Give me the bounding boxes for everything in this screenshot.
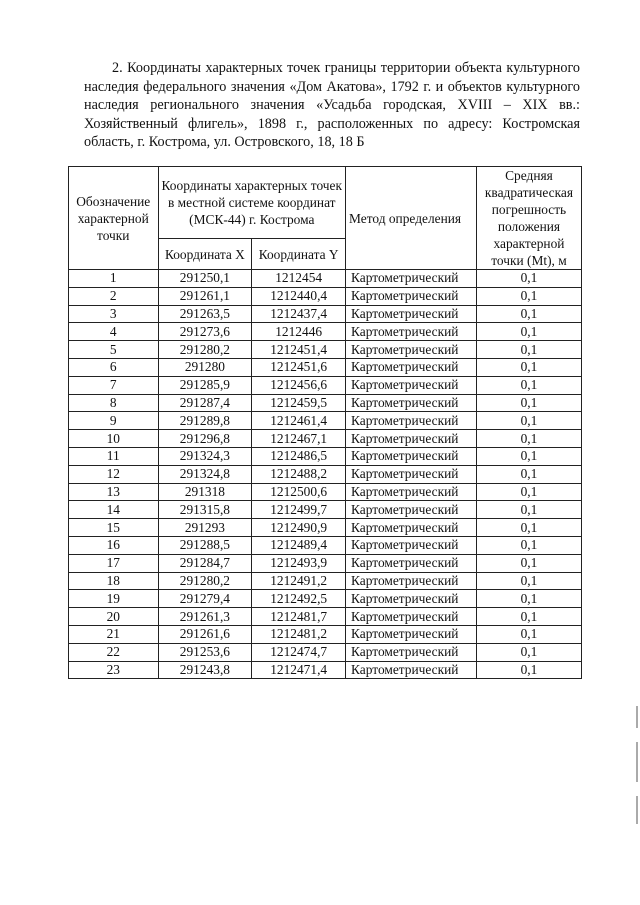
cell-error: 0,1	[476, 590, 581, 608]
table-row	[69, 430, 582, 448]
table-row	[69, 483, 582, 501]
cell-y: 1212500,6	[252, 483, 346, 501]
table-row	[69, 412, 582, 430]
cell-error: 0,1	[476, 394, 581, 412]
cell-point: 5	[69, 341, 159, 359]
cell-error: 0,1	[476, 376, 581, 394]
cell-method: Картометрический	[346, 519, 477, 537]
cell-method: Картометрический	[346, 483, 477, 501]
cell-point: 2	[69, 287, 159, 305]
cell-x: 291289,8	[158, 412, 252, 430]
cell-y: 1212471,4	[252, 661, 346, 679]
cell-method: Картометрический	[346, 376, 477, 394]
cell-point: 8	[69, 394, 159, 412]
table-row	[69, 465, 582, 483]
cell-y: 1212451,4	[252, 341, 346, 359]
cell-y: 1212499,7	[252, 501, 346, 519]
cell-x: 291263,5	[158, 305, 252, 323]
table-row	[69, 625, 582, 643]
table-row	[69, 305, 582, 323]
cell-y: 1212467,1	[252, 430, 346, 448]
cell-x: 291318	[158, 483, 252, 501]
table-row	[69, 608, 582, 626]
section-heading	[84, 59, 580, 152]
cell-point: 9	[69, 412, 159, 430]
cell-y: 1212474,7	[252, 643, 346, 661]
cell-x: 291279,4	[158, 590, 252, 608]
cell-method: Картометрический	[346, 465, 477, 483]
cell-y: 1212481,7	[252, 608, 346, 626]
cell-method: Картометрический	[346, 323, 477, 341]
cell-method: Картометрический	[346, 625, 477, 643]
cell-y: 1212493,9	[252, 554, 346, 572]
table-row	[69, 323, 582, 341]
header-x: Координата X	[158, 239, 252, 270]
table-header-row	[69, 167, 582, 239]
table-row	[69, 519, 582, 537]
cell-error: 0,1	[476, 305, 581, 323]
cell-x: 291293	[158, 519, 252, 537]
cell-x: 291288,5	[158, 536, 252, 554]
cell-x: 291261,1	[158, 287, 252, 305]
cell-x: 291285,9	[158, 376, 252, 394]
cell-error: 0,1	[476, 412, 581, 430]
cell-x: 291296,8	[158, 430, 252, 448]
table-row	[69, 643, 582, 661]
table-row	[69, 536, 582, 554]
cell-y: 1212461,4	[252, 412, 346, 430]
cell-point: 18	[69, 572, 159, 590]
cell-point: 1	[69, 270, 159, 288]
cell-x: 291324,8	[158, 465, 252, 483]
table-row	[69, 358, 582, 376]
cell-point: 6	[69, 358, 159, 376]
cell-point: 11	[69, 447, 159, 465]
cell-y: 1212492,5	[252, 590, 346, 608]
cell-point: 15	[69, 519, 159, 537]
cell-x: 291261,6	[158, 625, 252, 643]
cell-x: 291280	[158, 358, 252, 376]
cell-method: Картометрический	[346, 341, 477, 359]
cell-y: 1212489,4	[252, 536, 346, 554]
header-coords-group: Координаты характерных точек в местной системе координат (МСК-44) г. Кострома	[158, 167, 346, 239]
table-row	[69, 590, 582, 608]
cell-point: 16	[69, 536, 159, 554]
cell-point: 20	[69, 608, 159, 626]
cell-error: 0,1	[476, 430, 581, 448]
cell-point: 23	[69, 661, 159, 679]
table-row	[69, 447, 582, 465]
table-row	[69, 501, 582, 519]
cell-error: 0,1	[476, 536, 581, 554]
cell-x: 291287,4	[158, 394, 252, 412]
coordinates-table	[68, 166, 582, 679]
cell-point: 21	[69, 625, 159, 643]
scan-artifact	[636, 796, 638, 824]
cell-error: 0,1	[476, 447, 581, 465]
cell-y: 1212488,2	[252, 465, 346, 483]
cell-y: 1212459,5	[252, 394, 346, 412]
cell-x: 291250,1	[158, 270, 252, 288]
cell-point: 3	[69, 305, 159, 323]
cell-method: Картометрический	[346, 270, 477, 288]
cell-error: 0,1	[476, 554, 581, 572]
table-row	[69, 270, 582, 288]
table-row	[69, 376, 582, 394]
cell-method: Картометрический	[346, 572, 477, 590]
cell-x: 291243,8	[158, 661, 252, 679]
table-row	[69, 572, 582, 590]
cell-point: 10	[69, 430, 159, 448]
cell-point: 12	[69, 465, 159, 483]
cell-x: 291280,2	[158, 341, 252, 359]
cell-method: Картометрический	[346, 608, 477, 626]
cell-error: 0,1	[476, 519, 581, 537]
cell-method: Картометрический	[346, 536, 477, 554]
cell-method: Картометрический	[346, 590, 477, 608]
table-row	[69, 394, 582, 412]
cell-method: Картометрический	[346, 447, 477, 465]
cell-method: Картометрический	[346, 643, 477, 661]
cell-method: Картометрический	[346, 501, 477, 519]
table-row	[69, 661, 582, 679]
cell-point: 17	[69, 554, 159, 572]
cell-point: 7	[69, 376, 159, 394]
cell-y: 1212490,9	[252, 519, 346, 537]
cell-y: 1212440,4	[252, 287, 346, 305]
cell-error: 0,1	[476, 643, 581, 661]
cell-y: 1212451,6	[252, 358, 346, 376]
cell-x: 291280,2	[158, 572, 252, 590]
cell-error: 0,1	[476, 270, 581, 288]
header-method: Метод определения	[346, 167, 477, 270]
cell-y: 1212486,5	[252, 447, 346, 465]
cell-method: Картометрический	[346, 305, 477, 323]
cell-y: 1212481,2	[252, 625, 346, 643]
cell-point: 13	[69, 483, 159, 501]
cell-method: Картометрический	[346, 287, 477, 305]
cell-point: 19	[69, 590, 159, 608]
cell-method: Картометрический	[346, 430, 477, 448]
section-heading-text: 2. Координаты характерных точек границы территории объекта культурного наследия федерального значения «Дом Акатова», 1792 г. и объектов культурного наследия регионального значения «Усадьба городская, XVIII – XIX вв.: Хозяйственный флигель», 1898 г., расположенных по адресу: Костромская область, г. Кострома, ул. Островского, 18, 18 Б	[84, 60, 580, 151]
cell-y: 1212491,2	[252, 572, 346, 590]
table-row	[69, 287, 582, 305]
cell-error: 0,1	[476, 323, 581, 341]
cell-y: 1212454	[252, 270, 346, 288]
cell-error: 0,1	[476, 572, 581, 590]
cell-x: 291261,3	[158, 608, 252, 626]
cell-error: 0,1	[476, 341, 581, 359]
cell-x: 291253,6	[158, 643, 252, 661]
cell-point: 22	[69, 643, 159, 661]
header-y: Координата Y	[252, 239, 346, 270]
cell-y: 1212446	[252, 323, 346, 341]
cell-error: 0,1	[476, 483, 581, 501]
cell-x: 291315,8	[158, 501, 252, 519]
cell-x: 291324,3	[158, 447, 252, 465]
cell-error: 0,1	[476, 501, 581, 519]
cell-x: 291284,7	[158, 554, 252, 572]
cell-error: 0,1	[476, 625, 581, 643]
scan-artifact	[636, 742, 638, 782]
cell-error: 0,1	[476, 608, 581, 626]
cell-error: 0,1	[476, 465, 581, 483]
cell-method: Картометрический	[346, 554, 477, 572]
cell-point: 14	[69, 501, 159, 519]
table-row	[69, 341, 582, 359]
cell-error: 0,1	[476, 358, 581, 376]
cell-y: 1212456,6	[252, 376, 346, 394]
header-point: Обозначение характерной точки	[69, 167, 159, 270]
cell-method: Картометрический	[346, 661, 477, 679]
cell-point: 4	[69, 323, 159, 341]
table-body	[69, 270, 582, 679]
cell-error: 0,1	[476, 661, 581, 679]
cell-method: Картометрический	[346, 394, 477, 412]
cell-y: 1212437,4	[252, 305, 346, 323]
header-error: Средняя квадратическая погрешность положения характерной точки (Mt), м	[476, 167, 581, 270]
cell-method: Картометрический	[346, 358, 477, 376]
table-header	[69, 167, 582, 270]
cell-error: 0,1	[476, 287, 581, 305]
cell-method: Картометрический	[346, 412, 477, 430]
table-row	[69, 554, 582, 572]
scan-artifact	[636, 706, 638, 728]
cell-x: 291273,6	[158, 323, 252, 341]
